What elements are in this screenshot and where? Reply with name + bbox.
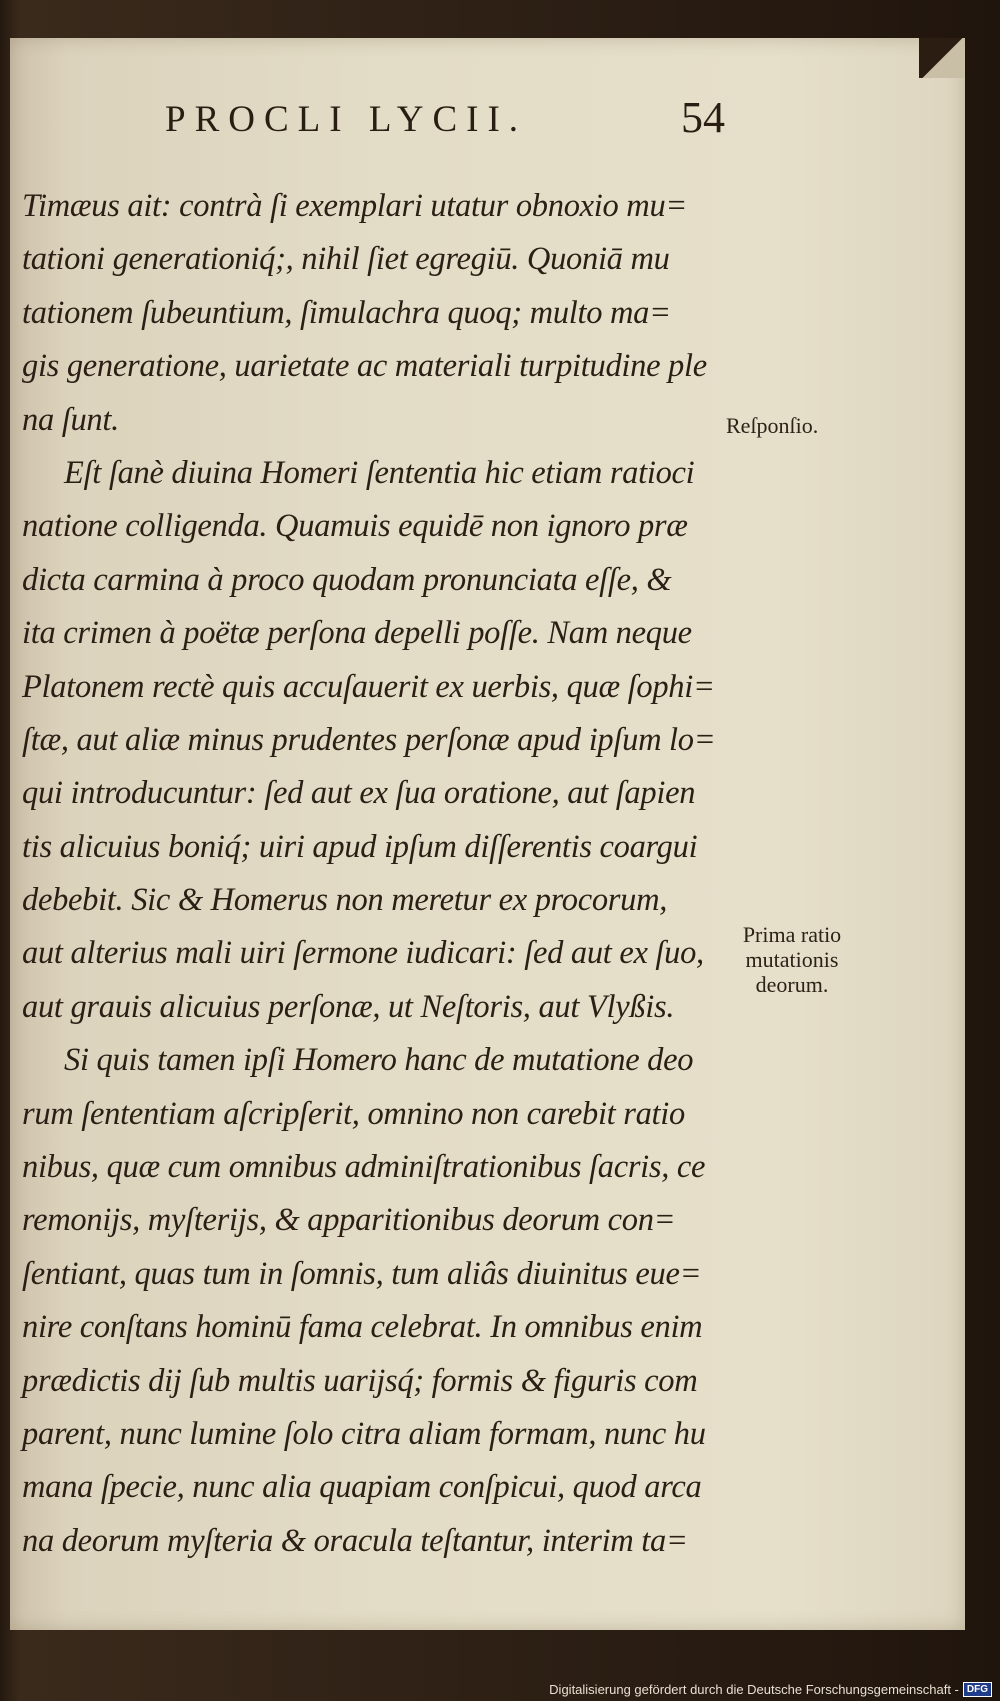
dfg-logo: DFG bbox=[963, 1682, 992, 1697]
text-line: na ſunt. bbox=[22, 401, 119, 438]
text-line: Platonem rectè quis accuſauerit ex uerbis, quæ ſophi= bbox=[22, 668, 715, 705]
digitization-credit bbox=[549, 1682, 992, 1697]
marginal-note-text: Reſponſio. bbox=[726, 413, 819, 438]
text-line: prædictis dij ſub multis uarijsq́; formis & figuris com bbox=[22, 1362, 698, 1399]
text-line: rum ſententiam aſcripſerit, omnino non carebit ratio bbox=[22, 1095, 685, 1132]
marginal-note-line: deorum. bbox=[755, 972, 829, 997]
text-line: tationem ſubeuntium, ſimulachra quoq; multo ma= bbox=[22, 294, 671, 331]
text-line: ſentiant, quas tum in ſomnis, tum aliâs diuinitus eue= bbox=[22, 1255, 702, 1292]
running-title: PROCLI LYCII. bbox=[165, 99, 528, 140]
text-line: Timæus ait: contrà ſi exemplari utatur obnoxio mu= bbox=[22, 188, 688, 224]
page-header bbox=[165, 93, 725, 158]
text-line: mana ſpecie, nunc alia quapiam conſpicui, quod arca bbox=[22, 1469, 702, 1506]
page-corner bbox=[919, 38, 965, 78]
text-line: na deorum myſteria & oracula teſtantur, interim ta= bbox=[22, 1522, 688, 1559]
text-line: parent, nunc lumine ſolo citra aliam formam, nunc hu bbox=[22, 1415, 706, 1452]
text-line: aut alterius mali uiri ſermone iudicari: ſed aut ex ſuo, bbox=[22, 935, 704, 972]
text-line: natione colligenda. Quamuis equidē non ignoro præ bbox=[22, 508, 688, 545]
text-line: ſtæ, aut aliæ minus prudentes perſonæ apud ipſum lo= bbox=[22, 721, 716, 758]
text-line: debebit. Sic & Homerus non meretur ex procorum, bbox=[22, 882, 668, 919]
text-line: nire conſtans hominū fama celebrat. In omnibus enim bbox=[22, 1309, 703, 1346]
marginal-note-responsio bbox=[726, 413, 818, 438]
text-line: dicta carmina à proco quodam pronunciata eſſe, & bbox=[22, 561, 672, 598]
marginal-note-line: Prima ratio bbox=[742, 922, 842, 947]
credit-text: Digitalisierung gefördert durch die Deutsche Forschungsgemeinschaft - bbox=[549, 1682, 959, 1697]
page-number: 54 bbox=[681, 93, 725, 142]
marginal-note-line: mutationis bbox=[745, 947, 839, 972]
text-line: Si quis tamen ipſi Homero hanc de mutatione deo bbox=[64, 1042, 694, 1079]
text-line: ita crimen à poëtæ perſona depelli poſſe. Nam neque bbox=[22, 615, 692, 652]
text-line: aut grauis alicuius perſonæ, ut Neſtoris, aut Vlyßis. bbox=[22, 988, 675, 1025]
text-line: nibus, quæ cum omnibus adminiſtrationibus ſacris, ce bbox=[22, 1149, 706, 1186]
body-text bbox=[22, 180, 722, 1568]
text-line: qui introducuntur: ſed aut ex ſua oratione, aut ſapien bbox=[22, 775, 696, 812]
text-line: tis alicuius boniq́; uiri apud ipſum diſſerentis coargui bbox=[22, 828, 698, 865]
marginal-note-prima-ratio bbox=[722, 922, 862, 997]
text-line: remonijs, myſterijs, & apparitionibus deorum con= bbox=[22, 1202, 676, 1239]
text-line: Eſt ſanè diuina Homeri ſententia hic etiam ratioci bbox=[64, 454, 695, 491]
text-line: gis generatione, uarietate ac materiali turpitudine ple bbox=[22, 348, 707, 385]
text-line: tationi generationiq́;, nihil ſiet egregiū. Quoniā mu bbox=[22, 241, 670, 278]
